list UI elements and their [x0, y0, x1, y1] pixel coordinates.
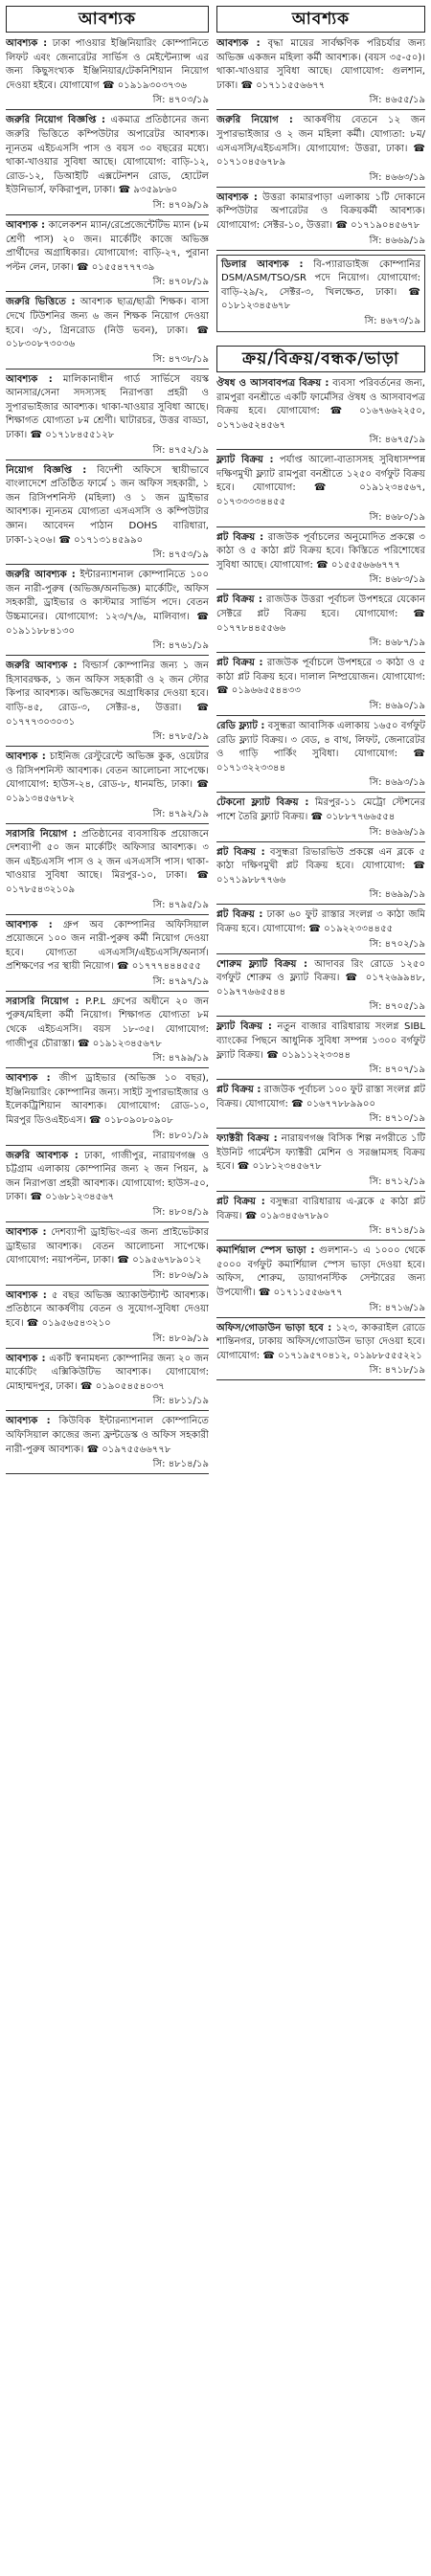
ad-body: গুলশান-১ এ ১০০০ থেকে ৫০০০ বর্গফুট কমার্শিয়াল স্পেস ভাড়া দেওয়া হবে। অফিস, শোরুম, ডায়াগনস্টিক সেন্টারের জন্য উপযোগী। ☎ ০১৭১১৫৫৬৬৭৭ [216, 1245, 425, 1299]
ad-divider [6, 109, 209, 110]
ad-code: সি: ৪৭১৪/১৯ [369, 1225, 425, 1237]
ad-heading: শোরুম ফ্ল্যাট বিক্রয় : [216, 958, 308, 970]
ad-code: সি: ৪৭০৮/১৯ [152, 277, 209, 288]
ad-heading: জরুরি আবশ্যক : [6, 570, 76, 581]
ad-divider [216, 1079, 425, 1080]
classified-ad [6, 1415, 209, 1471]
ad-list [216, 37, 425, 251]
ad-code: সি: ৪৬৭৫/১৯ [369, 435, 425, 446]
classified-ad [6, 373, 209, 458]
category-header: আবশ্যক [6, 6, 209, 33]
ad-body: মিরপুর-১১ মেট্রো স্টেশনের পাশে তৈরি ফ্ল্যাট বিক্রয়। ☎ ০১৮৮৭৭৬৬৫৫৪ [216, 797, 425, 822]
category-header: ক্রয়/বিক্রয়/বন্ধক/ভাড়া [216, 346, 425, 372]
ad-heading: অফিস/গোডাউন ভাড়া হবে : [216, 1322, 332, 1333]
ad-body: ৫ বছর অভিজ্ঞ অ্যাকাউন্ট্যান্ট আবশ্যক। প্রতিষ্ঠানে আকর্ষণীয় বেতন ও সুযোগ-সুবিধা দেওয়া হবে। ☎ ০১৯৫৬৫৪৩২১০ [6, 1289, 209, 1329]
ad-heading: আবশ্যক : [6, 919, 53, 930]
ad-body: চাইনিজ রেস্টুরেন্টে অভিজ্ঞ কুক, ওয়েটার ও রিসিপশনিস্ট আবশ্যক। বেতন আলোচনা সাপেক্ষে। যোগাযোগ: হাউস-২৪, রোড-৮, ধানমন্ডি, ঢাকা। ☎ ০১৯১৩৪৫৬৭৮২ [6, 751, 209, 804]
ad-heading: ফ্ল্যাট বিক্রয় : [216, 455, 274, 466]
ad-text [216, 908, 425, 936]
ad-code: সি: ৪৬৬৯/১৯ [369, 235, 425, 246]
ad-divider [6, 746, 209, 747]
ad-text [216, 796, 425, 824]
classified-ad [6, 219, 209, 289]
ad-text [6, 296, 209, 351]
classified-ad [6, 750, 209, 820]
classified-ad [216, 1244, 425, 1314]
ad-code: সি: ৪৭০৭/১৯ [369, 1064, 425, 1076]
ad-code: সি: ৪৬৭৩/১৯ [364, 315, 420, 326]
ad-divider [6, 291, 209, 292]
ad-text [216, 1322, 425, 1364]
ad-heading: জরুরি আবশ্যক : [6, 661, 78, 672]
classified-ad [216, 846, 425, 903]
ad-code: সি: ৪৮০৬/১৯ [152, 1269, 209, 1281]
ad-heading: আবশ্যক : [216, 191, 258, 203]
ad-heading: রেডি ফ্ল্যাট : [216, 721, 265, 731]
ad-divider [6, 369, 209, 370]
ad-body: বসুন্ধরা আবাসিক এলাকায় ১৬৫০ বর্গফুট রেডি ফ্ল্যাট বিক্রয়। ৩ বেড, ৪ বাথ, লিফট, জেনারেটর ও গাড়ি পার্কিং সুবিধা। যোগাযোগ: ☎ ০১৭১৩২২৩৩৪৪ [216, 721, 425, 773]
ad-heading: প্লট বিক্রয় : [216, 531, 264, 543]
ad-text [216, 454, 425, 509]
boxed-ad [216, 255, 425, 332]
ad-heading: জরুরি নিয়োগ : [216, 115, 293, 126]
ad-heading: জরুরি আবশ্যক : [6, 1150, 79, 1161]
ad-text [216, 37, 425, 93]
ad-text [6, 660, 209, 729]
ad-text [6, 996, 209, 1051]
classified-ad [216, 37, 425, 107]
ad-body: বসুন্ধরা রিভারভিউ প্রকল্পে এন ব্লকে ৫ কাঠা দক্ষিণমুখী প্লট বিক্রয় হবে। যোগাযোগ: ☎ ০১৭১৯৮৮৭৭৬৬ [216, 846, 425, 885]
ad-code: সি: ৪৭৯৭/১৯ [152, 975, 209, 987]
ad-divider [216, 1240, 425, 1241]
classified-ad [6, 1072, 209, 1142]
ad-divider [6, 1221, 209, 1222]
classified-ad [6, 1226, 209, 1283]
ad-heading: আবশ্যক : [6, 373, 53, 385]
classified-ad [216, 1322, 425, 1378]
classified-ad [216, 1020, 425, 1077]
classified-ad [216, 908, 425, 951]
ad-code: সি: ৪৮১৪/১৯ [152, 1459, 209, 1470]
ad-heading: আবশ্যক : [6, 1416, 51, 1427]
ad-body: গ্রুপ অব কোম্পানির অফিসিয়াল প্রয়োজনে ১০০ জন নারী-পুরুষ কর্মী নিয়োগ দেওয়া হবে। যোগ্যতা এসএসসি/এইচএসসি/অনার্স। প্রশিক্ষণের পর স্থায়ী নিয়োগ। ☎ ০১৭৭৭৪৪৪৫৫৫ [6, 919, 209, 973]
ad-heading: কমার্শিয়াল স্পেস ভাড়া : [216, 1245, 315, 1257]
ad-divider [216, 652, 425, 653]
ad-divider [6, 564, 209, 565]
ad-body: উত্তরা কামারপাড়া এলাকায় ১টি দোকানে কম্পিউটার অপারেটর ও বিক্রয়কর্মী আবশ্যক। যোগাযোগ: সেক্টর-১০, উত্তরা। ☎ ০১৭১৯০৪৫৬৭৮ [216, 191, 425, 231]
ad-body: আদাবর রিং রোডে ১২৫০ বর্গফুট শোরুম ও ফ্ল্যাট বিক্রয়। ☎ ০১৭২৬৯৯৪৮, ০১৯৭৭৬৬৫৫৪৪ [216, 958, 425, 997]
ad-code: সি: ৪৬৯৩/১৯ [369, 777, 425, 789]
ad-code: সি: ৪৬৯৬/১৯ [369, 826, 425, 838]
ad-divider [216, 792, 425, 793]
ad-divider [216, 187, 425, 188]
ad-divider [6, 991, 209, 992]
ad-code: সি: ৪৮১১/১৯ [152, 1396, 209, 1407]
ad-code: সি: ৪৭৫৩/১৯ [152, 549, 209, 561]
ad-text [216, 114, 425, 169]
ad-body: জীপ ড্রাইভার (অভিজ্ঞ ১০ বছর), ইঞ্জিনিয়ারিং কোম্পানির জন্য। সাইট সুপারভাইজার ও ইলেকট্রিশিয়ান আবশ্যক। যোগাযোগ: রোড-১০, মিরপুর ডিওএইচএস। ☎ ০১৮০৯০৮০৯০৮ [6, 1073, 209, 1127]
ad-heading: আবশ্যক : [6, 1289, 47, 1301]
ad-body: রাজউক পূর্বাচল ১০০ ফুট রাস্তা সংলগ্ন প্লট বিক্রয়। যোগাযোগ: ☎ ০১৬৭৭৮৮৯৯০০ [216, 1085, 425, 1109]
ad-body: মালিকানাধীন গার্ড সার্ভিসে বয়স্ক আনসার/সেনা সদস্যসহ নিরাপত্তা প্রহরী ও সুপারভাইজার আবশ্যক। থাকা-খাওয়ার সুবিধা আছে। শিক্ষাগত যোগ্যতা ৮ম শ্রেণী। ঘাটারচর, উত্তর বাড্ডা, ঢাকা। ☎ ০১৭১৮৪৫৫১২৮ [6, 373, 209, 441]
classified-ad [6, 296, 209, 366]
classified-ad [6, 660, 209, 744]
ad-code: সি: ৪৬৫৫/১৯ [369, 95, 425, 106]
ad-text [216, 720, 425, 775]
classified-ad [6, 569, 209, 653]
ad-text [216, 1020, 425, 1063]
ad-divider [216, 1317, 425, 1318]
ad-divider [216, 449, 425, 450]
category-header: আবশ্যক [216, 6, 425, 33]
ad-heading: প্লট বিক্রয় : [216, 846, 265, 858]
ad-code: সি: ৪৭৬১/১৯ [152, 640, 209, 652]
ad-heading: আবশ্যক : [216, 38, 261, 49]
ad-code: সি: ৪৬৮০/১৯ [369, 511, 425, 523]
ad-heading: ডিলার আবশ্যক : [221, 258, 304, 270]
ad-heading: আবশ্যক : [6, 1227, 47, 1238]
classified-ad [6, 1353, 209, 1409]
ad-divider [216, 526, 425, 527]
ad-text [221, 258, 420, 314]
ad-body: একটি স্বনামধন্য কোম্পানির জন্য ২০ জন মার্কেটিং এক্সিকিউটিভ আবশ্যক। যোগাযোগ: মোহাম্মদপুর, ঢাকা। ☎ ০১৯০৫৪৫৪০৩৭ [6, 1353, 209, 1392]
ad-divider [6, 1145, 209, 1146]
ad-body: রাজউক পূর্বাচলের অনুমোদিত প্রকল্পে ৩ কাঠা ও ৫ কাঠা প্লট বিক্রয় হবে। কিস্তিতে পরিশোধের সুবিধা আছে। যোগাযোগ: ☎ ০১৫৫৫৬৬৬৭৭৭ [216, 531, 425, 571]
ad-heading: আবশ্যক : [6, 219, 46, 231]
ad-body: ইন্টারন্যাশনাল কোম্পানিতে ১০০ জন নারী-পুরুষ (অভিজ্ঞ/অনভিজ্ঞ) মার্কেটিং, অফিস সহকারী, ড্রাইভার ও কাস্টমার সার্ভিস পদে। বেতন উচ্চমানের। যোগাযোগ: ১২৩/৭/৬, মালিবাগ। ☎ ০১৯১১৮৮৪১৩০ [6, 570, 209, 637]
ad-code: সি: ৪৬৬৩/১৯ [369, 171, 425, 183]
ad-divider [216, 1128, 425, 1129]
ad-body: ব্যবসা পরিবর্তনের জন্য, রামপুরা বনশ্রীতে একটি ফার্মেসির ঔষধ ও আসবাবপত্র বিক্রয় হবে। যোগাযোগ: ☎ ০১৬৭৬৬২২৫০, ০১৭১৬৫২৪৫৬৭ [216, 377, 425, 431]
ad-list [216, 377, 425, 1381]
ad-divider [216, 109, 425, 110]
left-column [6, 6, 209, 2569]
classified-ad [6, 996, 209, 1065]
ad-code: সি: ৪৬৮৭/১৯ [369, 638, 425, 649]
ad-text [216, 958, 425, 1000]
ad-divider [216, 715, 425, 716]
classified-ad [216, 657, 425, 713]
ad-divider [6, 655, 209, 656]
ad-text [6, 1150, 209, 1205]
ad-heading: আবশ্যক : [6, 1353, 46, 1364]
ad-divider [6, 914, 209, 915]
ad-code: সি: ৪৮০৯/১৯ [152, 1333, 209, 1344]
ad-body: রাজউক উত্তরা পূর্বাচল উপশহরে যেকোন সেক্টরে প্লট বিক্রয় হবে। যোগাযোগ: ☎ ০১৭৭৮৪৪৫৫৬৬ [216, 594, 425, 634]
ad-code: সি: ৪৭১৮/১৯ [369, 1365, 425, 1377]
ad-body: বসুন্ধরা বারিধারায় এ-ব্লকে ৫ কাঠা প্লট বিক্রয়। ☎ ০১৯৩৪৫৬৭৮৯০ [216, 1197, 425, 1221]
classified-ad [216, 1196, 425, 1238]
classified-ad [6, 464, 209, 563]
ad-text [216, 1084, 425, 1111]
ad-heading: প্লট বিক্রয় : [216, 658, 263, 669]
ad-divider [6, 1473, 209, 1474]
section-gap [216, 332, 425, 346]
classified-ad [216, 1132, 425, 1189]
ad-divider [6, 1348, 209, 1349]
ad-code: সি: ৪৭৩৮/১৯ [152, 353, 209, 365]
classified-ad [216, 114, 425, 184]
ad-text [6, 1353, 209, 1395]
ad-heading: ফ্যাক্টরী বিক্রয় : [216, 1133, 278, 1145]
ad-code: সি: ৪৭৯৯/১৯ [152, 1053, 209, 1064]
ad-heading: টেকনো ফ্ল্যাট বিক্রয় : [216, 797, 309, 809]
ad-divider [216, 589, 425, 590]
ad-body: ঢাকা, গাজীপুর, নারায়ণগঞ্জ ও চট্টগ্রাম এলাকায় কোম্পানির জন্য ২ জন পিয়ন, ৯ জন নিরাপত্তা প্রহরী আবশ্যক। যোগাযোগ: হাউস-৫০, ঢাকা। ☎ ০১৬৮১২৩৪৫৬৭ [6, 1150, 209, 1203]
ad-text [216, 377, 425, 433]
ad-text [6, 37, 209, 93]
classified-ad [216, 377, 425, 447]
ad-divider [216, 841, 425, 842]
ad-heading: ঔষধ ও আসবাবপত্র বিক্রয় : [216, 377, 329, 389]
ad-body: ঢাকা পাওয়ার ইঞ্জিনিয়ারিং কোম্পানিতে লিফট এবং জেনারেটর সার্ভিস ও মেইন্টেন্যান্স এর জন্য কিছুসংখ্যক ইঞ্জিনিয়ার/টেকনিশিয়ান নিয়োগ দেওয়া হইবে। যোগাযোগ ☎ ০১৯১৯৩০৩৭৩৬ [6, 38, 209, 91]
ad-code: সি: ৪৮০৪/১৯ [152, 1207, 209, 1218]
classified-ad [216, 594, 425, 650]
ad-code: সি: ৪৭০২/১৯ [369, 938, 425, 950]
ad-list [6, 37, 209, 1474]
ad-code: সি: ৪৭৫২/১৯ [152, 444, 209, 456]
ad-divider [216, 953, 425, 954]
ad-text [216, 594, 425, 636]
ad-heading: আবশ্যক : [6, 38, 48, 49]
classified-ad [216, 958, 425, 1015]
ad-text [216, 1244, 425, 1300]
ad-text [216, 531, 425, 573]
ad-divider [216, 1379, 425, 1380]
ad-divider [6, 1067, 209, 1068]
ad-code: সি: ৪৭১৬/১৯ [369, 1302, 425, 1313]
ad-divider [6, 1410, 209, 1411]
ad-code: সি: ৪৭০৫/১৯ [369, 1001, 425, 1013]
ad-code: সি: ৪৬৮৩/১৯ [369, 574, 425, 586]
ad-code: সি: ৪৭১০/১৯ [369, 1113, 425, 1125]
ad-body: একমাত্র প্রতিষ্ঠানের জন্য জরুরি ভিত্তিতে কম্পিউটার অপারেটর আবশ্যক। ন্যূনতম এইচএসসি পাস ও বয়স ৩০ বছরের মধ্যে। থাকা-খাওয়ার সুবিধা আছে। যোগাযোগ: বাড়ি-১২, রোড-১২, ডিআইটি এক্সটেনশন রোড, হোটেল ইউনিভার্স, ফকিরাপুল, ঢাকা। ☎ ৯৩৫৯৮৬০ [6, 115, 209, 196]
ad-body: বি-প্যারাডাইজ কোম্পানির DSM/ASM/TSO/SR পদে নিয়োগ। যোগাযোগ: বাড়ি-২৯/২, সেক্টর-৩, খিলক্ষেত, ঢাকা। ☎ ০১৮১২৩৪৫৬৭৮ [221, 258, 420, 312]
ad-body: প্রতিষ্ঠানের ব্যবসায়িক প্রয়োজনে দেশব্যাপী ৫০ জন মার্কেটিং অফিসার আবশ্যক। ৩ জন এইচএসসি পাস ও ২ জন এসএসসি পাস। থাকা-খাওয়ার সুবিধা আছে। মিরপুর-১০, ঢাকা। ☎ ০১৭৮৫৪৩২১০৯ [6, 828, 209, 895]
ad-text [6, 828, 209, 898]
ad-body: ঢাকা ৬০ ফুট রাস্তার সংলগ্ন ৩ কাঠা জমি বিক্রয় হবে। যোগাযোগ: ☎ ০১৯২২৩৩৪৪৫৫ [216, 909, 425, 934]
ad-text [6, 1415, 209, 1457]
ad-body: P.P.L গ্রুপের অধীনে ২০ জন পুরুষ/মহিলা কর্মী নিয়োগ। শিক্ষাগত যোগ্যতা ৮ম থেকে এইচএসসি। বয়স ১৮-৩৫। যোগাযোগ: গাজীপুর চৌরাস্তা। ☎ ০১৯১২৩৪৫৬৭৮ [6, 996, 209, 1049]
ad-body: কালেকশন ম্যান/রেপ্রেজেন্টেটিভ ম্যান (৮ম শ্রেণী পাস) ২০ জন। মার্কেটিং কাজে অভিজ্ঞ প্রার্থীদের অগ্রাধিকার। যোগাযোগ: বাড়ি-২৭, পুরানা পল্টন লেন, ঢাকা। ☎ ০১৫৫৪৭৭৭৩৯ [6, 219, 209, 273]
ad-divider [6, 459, 209, 460]
ad-heading: সরাসরি নিয়োগ : [6, 828, 77, 840]
ad-body: বিল্ডার্স কোম্পানির জন্য ১ জন হিসাবরক্ষক, ১ জন অফিস সহকারী ও ২ জন স্টোর কিপার আবশ্যক। অভিজ্ঞদের অগ্রাধিকার দেওয়া হবে। বাড়ি-৪৫, রোড-৩, সেক্টর-৪, উত্তরা। ☎ ০১৭৭৭৩০৩০৩১ [6, 661, 209, 728]
classified-ad [216, 454, 425, 524]
ad-text [216, 846, 425, 888]
classified-ad [6, 37, 209, 107]
classified-ad [216, 531, 425, 588]
classified-ad [6, 114, 209, 213]
ad-heading: জরুরি ভিত্তিতে : [6, 297, 76, 308]
ad-code: সি: ৪৭০৩/১৯ [152, 95, 209, 106]
ad-heading: আবশ্যক : [6, 1073, 51, 1085]
classified-ad [216, 191, 425, 248]
classified-ad [6, 1150, 209, 1220]
ad-text [6, 219, 209, 275]
ad-text [6, 569, 209, 638]
ad-divider [6, 1285, 209, 1286]
ad-heading: প্লট বিক্রয় : [216, 909, 263, 921]
ad-code: সি: ৪৭৯৫/১৯ [152, 899, 209, 910]
classified-ad [6, 828, 209, 912]
ad-text [6, 114, 209, 198]
ad-heading: জরুরি নিয়োগ বিজ্ঞপ্তি : [6, 115, 106, 126]
ad-code: সি: ৪৬৯০/১৯ [369, 701, 425, 711]
ad-divider [216, 904, 425, 905]
ad-body: কিউবিক ইন্টারন্যাশনাল কোম্পানিতে অফিসিয়াল কাজের জন্য ফ্রন্টডেস্ক ও অফিস সহকারী নারী-পুরুষ আবশ্যক। ☎ ০১৯৭৫৫৬৬৭৭৮ [6, 1416, 209, 1455]
classified-ad [6, 919, 209, 989]
ad-text [6, 373, 209, 443]
ad-text [6, 464, 209, 549]
ad-text [6, 1072, 209, 1128]
ad-text [216, 657, 425, 699]
ad-body: নারায়ণগঞ্জ বিসিক শিল্প নগরীতে ১টি ইউনিট গার্মেন্টস ফ্যাক্টরী মেশিন ও সরঞ্জামসহ বিক্রয় হবে। ☎ ০১৮১২৩৪৫৬৭৮ [216, 1133, 425, 1173]
ad-body: রাজউক পূর্বাচলে উপশহরে ৩ কাঠা ও ৫ কাঠা প্লট বিক্রয় হবে। দালাল নিষ্প্রয়োজন। যোগাযোগ: ☎ ০১৯৬৬৫৫৪৪৩৩ [216, 658, 425, 697]
ad-text [6, 750, 209, 806]
ad-body: আবশ্যক ছাত্র/ছাত্রী শিক্ষক। বাসা দেখে টিউশনির জন্য ৬ জন শিক্ষক নিয়োগ দেওয়া হবে। ৩/১, গ্রিনরোড (নিউ ভবন), ঢাকা। ☎ ০১৮৩০৮৭৩০৩৬ [6, 297, 209, 350]
ad-divider [216, 1191, 425, 1192]
ad-text [6, 1226, 209, 1268]
ad-divider [216, 250, 425, 251]
classified-ad [6, 1289, 209, 1346]
ad-text [216, 191, 425, 234]
ad-code: সি: ৪৭০৯/১৯ [152, 199, 209, 211]
ad-code: সি: ৪৭৯২/১৯ [152, 808, 209, 819]
classified-ad [216, 1084, 425, 1126]
ad-divider [216, 1016, 425, 1017]
ad-body: দেশব্যাপী ড্রাইভিং-এর জন্য প্রাইভেটকার ড্রাইভার আবশ্যক। বেতন আলোচনা সাপেক্ষে। যোগাযোগ: নয়াপল্টন, ঢাকা। ☎ ০১৯৫৬৭৮৯০১২ [6, 1227, 209, 1266]
ad-body: বিদেশী অফিসে স্থায়ীভাবে বাংলাদেশে প্রতিষ্ঠিত ফার্মে ১ জন অফিস সহকারী, ১ জন রিসিপশনিস্ট (মহিলা) ও ১ জন ড্রাইভার আবশ্যক। ন্যূনতম যোগ্যতা এসএসসি ও কম্পিউটার জ্ঞান। আবেদন পাঠান DOHS বারিধারা, ঢাকা-১২০৬। ☎ ০১৭১৩১৪৫৯৯০ [6, 464, 209, 546]
classified-ad [216, 796, 425, 839]
ad-text [216, 1132, 425, 1175]
ad-heading: প্লট বিক্রয় : [216, 1197, 265, 1208]
ad-heading: সরাসরি নিয়োগ : [6, 996, 79, 1007]
ad-divider [6, 823, 209, 824]
ad-body: নতুন বাজার বারিধারায় সংলগ্ন SIBL ব্যাংকের পিছনে আধুনিক সুবিধা সম্পন্ন ১৩০০ বর্গফুট ফ্ল্যাট বিক্রয়। ☎ ০১৯১১২২৩৩৪৪ [216, 1021, 425, 1061]
ad-body: আকর্ষণীয় বেতনে ১২ জন সুপারভাইজার ও ২ জন মহিলা কর্মী। যোগ্যতা: ৮ম/এসএসসি/এইচএসসি। যোগাযোগ: উত্তরা, ঢাকা। ☎ ০১৭১০৪৫৬৭৮৯ [216, 115, 425, 168]
ad-divider [6, 214, 209, 215]
ad-code: সি: ৪৭১২/১৯ [369, 1176, 425, 1188]
right-column [216, 6, 425, 2569]
ad-heading: প্লট বিক্রয় : [216, 1085, 261, 1096]
ad-heading: নিয়োগ বিজ্ঞপ্তি : [6, 464, 87, 476]
classified-ad [216, 720, 425, 790]
ad-body: ১২৩, কাকরাইল রোডে শান্তিনগর, ঢাকায় অফিস/গোডাউন ভাড়া দেওয়া হবে। যোগাযোগ: ☎ ০১৭১৯৫৭০৪১২, ০১৯৮৮৫৫৫২২১ [216, 1322, 425, 1361]
ad-body: পর্যাপ্ত আলো-বাতাসসহ সুবিধাসম্পন্ন দক্ষিণমুখী ফ্ল্যাট রামপুরা বনশ্রীতে ১২৫০ বর্গফুট বিক্রয় হবে। যোগাযোগ: ☎ ০১৯১২৩৪৫৬৭, ০১৭৩৩৩৩৪৪৫৫ [216, 455, 425, 508]
ad-heading: আবশ্যক : [6, 751, 46, 763]
ad-body: বৃদ্ধা মায়ের সার্বক্ষণিক পরিচর্যার জন্য অভিজ্ঞ একজন মহিলা কর্মী আবশ্যক। (বয়স ৩৫-৫০)। থাকা-খাওয়ার সুবিধা আছে। যোগাযোগ: গুলশান, ঢাকা। ☎ ০১৭১১৫৫৬৬৭৭ [216, 38, 425, 91]
ad-code: সি: ৪৮০১/১৯ [152, 1130, 209, 1141]
ad-code: সি: ৪৭৮৫/১৯ [152, 731, 209, 743]
ad-text [6, 1289, 209, 1332]
ad-heading: প্লট বিক্রয় : [216, 594, 262, 606]
ad-text [6, 919, 209, 974]
ad-text [216, 1196, 425, 1223]
ad-code: সি: ৪৬৯৯/১৯ [369, 889, 425, 901]
ad-heading: ফ্ল্যাট বিক্রয় : [216, 1021, 272, 1033]
